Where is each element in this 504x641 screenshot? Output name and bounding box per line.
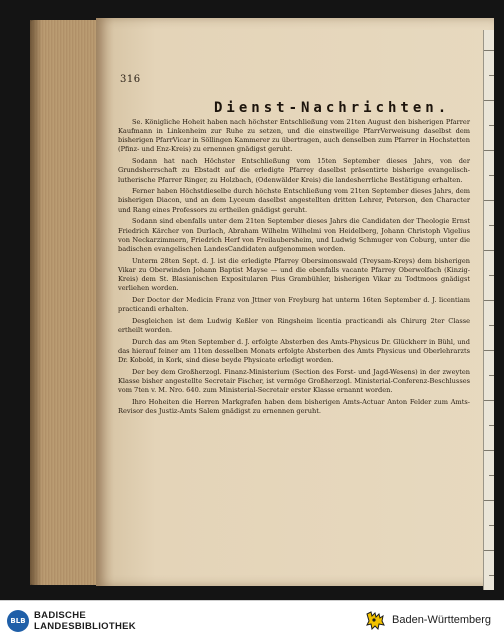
paragraph: Ferner haben Höchstdieselbe durch höchste Entschließung vom 21ten September dieses Jahrs, dem bisherigen Diacon, und an dem Lyceum daselbst angestellten dritten Lehrer, Peterson, den Character und Rang eines Professors zu ertheilen gnädigst geruht. bbox=[118, 187, 470, 214]
body-text bbox=[118, 118, 470, 419]
paragraph: Desgleichen ist dem Ludwig Keßler von Ringsheim licentia practicandi als Chirurg 2ter Classe ertheilt worden. bbox=[118, 316, 470, 334]
book-page-edges bbox=[30, 20, 100, 585]
paragraph: Se. Königliche Hoheit haben nach höchster Entschließung vom 21ten August den bisherigen Pfarrer Kaufmann in Linkenheim zur Ruhe zu setzen, und die einstweilige PfarrVerweisung daselbst dem bisherigen PfarrVicar in Söllingen Kammerer zu übertragen, auch denselben zum Pfarrer in Hochstetten (Pfinz- und Enz-Kreis) zu ernennen gnädigst geruht. bbox=[118, 118, 470, 154]
paragraph: Sodann sind ebenfalls unter dem 21ten September dieses Jahrs die Candidaten der Theologie Ernst Friedrich Kärcher von Durlach, Abraham Wilhelm Wilhelmi von Heidelberg, Johann Christoph Vigelius von Neckarzimmern, Friedrich Herf von Freilaubersheim, und Ludwig Schmuger von Coburg, unter die badischen evangelischen LandesCandidaten aufgenommen worden. bbox=[118, 217, 470, 253]
paragraph: Sodann hat nach Höchster Entschließung vom 15ten September dieses Jahrs, von der Grundsherrschaft zu Ebstadt auf die erledigte Pfarrey daselbst präsentirte bisherige evangelisch-lutherische Pfarrer Ringer, zu Holzbach, (Odenwälder Kreis) die landesherrliche Bestätigung erhalten. bbox=[118, 157, 470, 184]
library-name-line1: BADISCHE bbox=[34, 610, 87, 621]
state-name[interactable]: Baden-Württemberg bbox=[392, 614, 492, 626]
measuring-ruler bbox=[483, 30, 494, 590]
library-name-line2: LANDESBIBLIOTHEK bbox=[34, 621, 136, 632]
blb-logo-icon[interactable]: BLB bbox=[7, 610, 29, 632]
paragraph: Unterm 28ten Sept. d. J. ist die erledigte Pfarrey Obersimonswald (Treysam-Kreys) dem bisherigen Vikar zu Oberwinden Johann Baptist Mayse — und die ebenfalls vacante Pfarrey Oberwolfach (Kinzig-Kreis) dem St. Blasianischen Expositularen Pius Grambühler, bisherigen Vikar zu Todtmoos gnädigst verliehen worden. bbox=[118, 256, 470, 293]
page-heading: Dienst-Nachrichten. bbox=[214, 100, 451, 116]
library-name[interactable] bbox=[34, 610, 136, 632]
paragraph: Durch das am 9ten September d. J. erfolgte Absterben des Amts-Physicus Dr. Glückherr in Bühl, und das hierauf feiner am 11ten desselben Monats erfolgte Absterben des Amts Physicus und Oberlehrarzts Dr. Kobold, in Kork, sind diese beyde Physicate erledigt worden. bbox=[118, 337, 470, 364]
page-number: 316 bbox=[120, 74, 141, 85]
paragraph: Ihro Hoheiten die Herren Markgrafen haben dem bisherigen Amts-Actuar Anton Felder zum Amts-Revisor des Justiz-Amts Salem gnädigst zu ernennen geruht. bbox=[118, 397, 470, 415]
footer-bar bbox=[0, 600, 504, 641]
baden-wuerttemberg-lion-icon[interactable] bbox=[364, 611, 386, 631]
paragraph: Der Doctor der Medicin Franz von Jttner von Freyburg hat unterm 16ten September d. J. licentiam practicandi erhalten. bbox=[118, 295, 470, 313]
paragraph: Der bey dem Großherzogl. Finanz-Ministerium (Section des Forst- und Jagd-Wesens) in der zweyten Klasse bisher angestellte Secretair Fischer, ist vermöge Großherzogl. Ministerial-Conferenz-Beschlusses vom 7ten v. M. Nro. 640. zum Ministerial-Secretair erster Klasse ernannt worden. bbox=[118, 367, 470, 394]
